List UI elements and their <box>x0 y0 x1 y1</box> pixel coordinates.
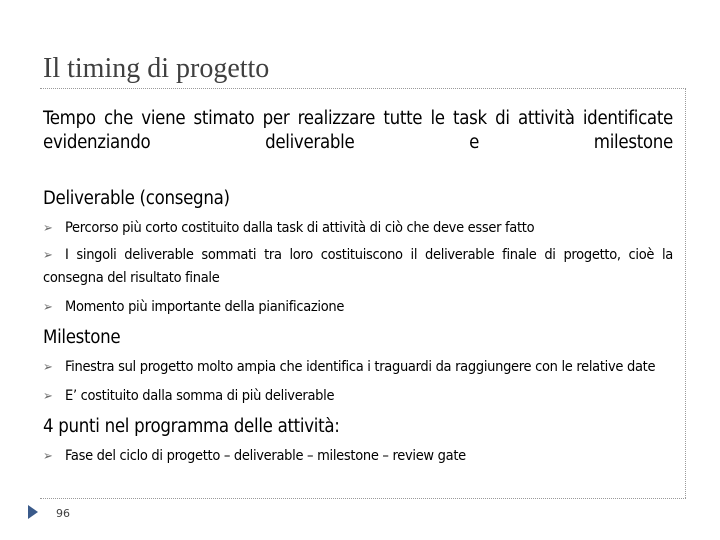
page-number: 96 <box>56 507 70 520</box>
arrow-bullet-icon: ➢ <box>43 389 53 404</box>
list-item <box>43 296 673 319</box>
list-item-text: Finestra sul progetto molto ampia che identifica i traguardi da raggiungere con le relative date <box>65 359 656 375</box>
footer-triangle-icon <box>28 505 38 519</box>
slide-title: Il timing di progetto <box>43 53 270 84</box>
list-item-text: Fase del ciclo di progetto – deliverable – milestone – review gate <box>65 448 466 464</box>
list-item <box>43 356 673 379</box>
arrow-bullet-icon: ➢ <box>43 300 53 315</box>
slide-body <box>43 107 673 468</box>
list-item-text: Percorso più corto costituito dalla task di attività di ciò che deve esser fatto <box>65 220 535 236</box>
arrow-bullet-icon: ➢ <box>43 360 53 375</box>
list-item <box>43 445 673 468</box>
list-item <box>43 385 673 408</box>
arrow-bullet-icon: ➢ <box>43 449 53 464</box>
list-item-text: Momento più importante della pianificazione <box>65 299 345 315</box>
deliverable-heading: Deliverable (consegna) <box>43 188 230 209</box>
title-divider <box>40 88 686 89</box>
points-heading: 4 punti nel programma delle attività: <box>43 416 340 437</box>
right-border <box>685 88 686 498</box>
footer-divider <box>40 498 686 499</box>
intro-text: Tempo che viene stimato per realizzare tutte le task di attività identificate evidenziando deliverable e milestone <box>43 108 673 153</box>
list-item-text: I singoli deliverable sommati tra loro costituiscono il deliverable finale di progetto, cioè la consegna del risultato finale <box>43 247 673 286</box>
list-item-text: E’ costituito dalla somma di più deliverable <box>65 388 335 404</box>
list-item <box>43 217 673 240</box>
arrow-bullet-icon: ➢ <box>43 248 53 263</box>
arrow-bullet-icon: ➢ <box>43 221 53 236</box>
list-item <box>43 244 673 290</box>
milestone-heading: Milestone <box>43 327 121 348</box>
